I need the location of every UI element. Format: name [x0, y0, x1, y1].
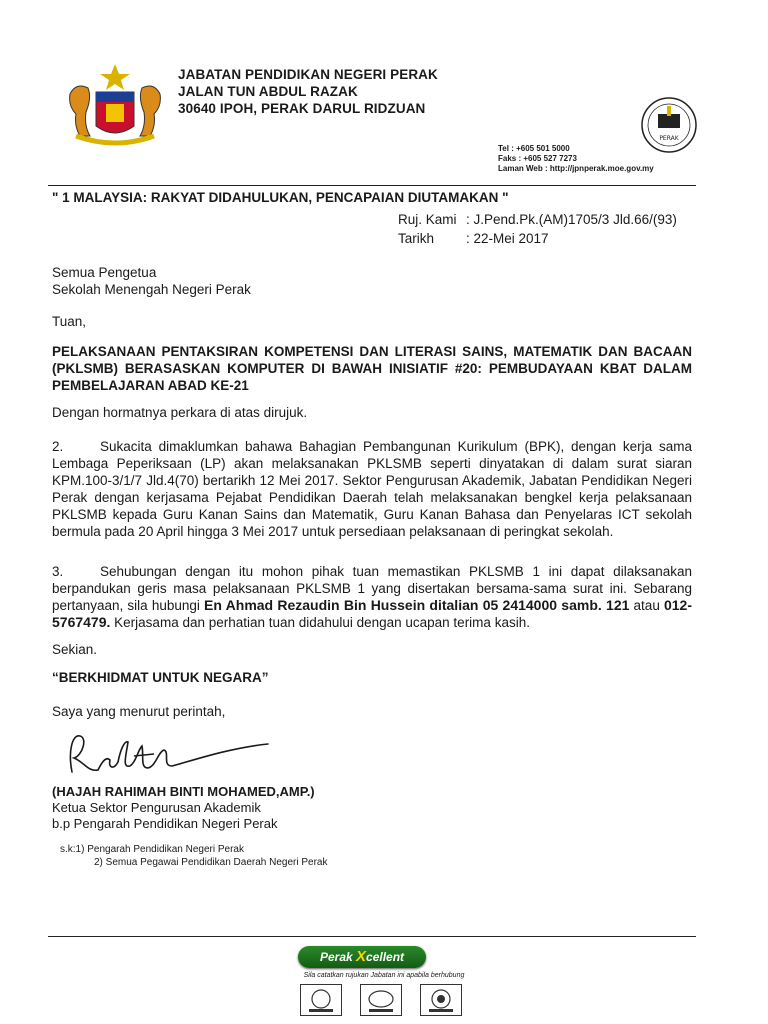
carbon-copy-list	[60, 843, 327, 869]
date-value: : 22-Mei 2017	[466, 231, 549, 246]
valediction: Saya yang menurut perintah,	[52, 704, 226, 719]
paragraph-text: Sehubungan dengan itu mohon pihak tuan memastikan PKLSMB 1 ini dapat dilaksanakan berpandukan geris masa pelaksanaan PKLSMB 1 yang disertakan bersama-sama surat ini. Sebarang pertanyaan, sila hubungi	[52, 564, 692, 613]
subject-heading: PELAKSANAAN PENTAKSIRAN KOMPETENSI DAN LITERASI SAINS, MATEMATIK DAN BACAAN (PKLSMB) BERASASKAN KOMPUTER DI BAWAH INISIATIF #20: PEMBUDAYAAN KBAT DALAM PEMBELAJARAN ABAD KE-21	[52, 344, 692, 393]
paragraph-3	[52, 563, 692, 631]
recipient-line-2: Sekolah Menengah Negeri Perak	[52, 282, 251, 297]
date-label: Tarikh	[398, 231, 435, 246]
slogan: " 1 MALAYSIA: RAKYAT DIDAHULUKAN, PENCAPAIAN DIUTAMAKAN "	[52, 190, 509, 205]
salutation: Tuan,	[52, 314, 87, 329]
footer-divider	[48, 936, 696, 937]
logo-x: X	[356, 948, 367, 965]
certification-badge-icon	[360, 984, 402, 1016]
signatory	[52, 784, 315, 832]
signatory-name: (HAJAH RAHIMAH BINTI MOHAMED,AMP.)	[52, 784, 315, 799]
cc-item: 2) Semua Pegawai Pendidikan Daerah Negeri Perak	[94, 857, 328, 868]
website: Laman Web : http://jpnperak.moe.gov.my	[498, 164, 654, 173]
paragraph-text: Kerjasama dan perhatian tuan didahului dengan ucapan terima kasih.	[114, 615, 530, 630]
certification-logos	[296, 984, 466, 1016]
city-address: 30640 IPOH, PERAK DARUL RIDZUAN	[178, 101, 426, 116]
paragraph-number: 3.	[52, 564, 64, 579]
closing: Sekian.	[52, 642, 98, 657]
paragraph-text: atau	[633, 598, 660, 613]
motto: “BERKHIDMAT UNTUK NEGARA”	[52, 670, 269, 685]
paragraph-2	[52, 438, 692, 540]
reference-row	[398, 210, 677, 229]
contact-phone: 012-5767479.	[52, 597, 692, 630]
paragraph-text: Sukacita dimaklumkan bahawa Bahagian Pembangunan Kurikulum (BPK), dengan kerja sama Lembaga Peperiksaan (LP) akan melaksanakan PKLSMB seperti dinyatakan di dalam surat siaran KPM.100-3/1/7 Jld.4(70) bertarikh 12 Mei 2017. Sektor Pengurusan Akademik, Jabatan Pendidikan Negeri Perak dengan kerjasama Pejabat Pendidikan Daerah telah melaksanakan bengkel kerja pelaksanaan PKLSMB kepada Guru Kanan Sains dan Matematik, Guru Kanan Bahasa dan Penyelaras ICT sekolah bermula pada 20 April hingga 3 Mei 2017 untuk persediaan pelaksanaan di peringkat sekolah.	[52, 439, 692, 539]
street-address: JALAN TUN ABDUL RAZAK	[178, 84, 358, 99]
logo-text: Perak	[319, 950, 356, 964]
date-row	[398, 229, 677, 248]
recipient	[52, 264, 251, 298]
department-name: JABATAN PENDIDIKAN NEGERI PERAK	[178, 67, 438, 82]
telephone: Tel : +605 501 5000	[498, 144, 570, 153]
contact-person: En Ahmad Rezaudin Bin Hussein ditalian 05 2414000 samb. 121	[204, 597, 630, 613]
signatory-title: Ketua Sektor Pengurusan Akademik	[52, 800, 261, 815]
opening-line: Dengan hormatnya perkara di atas dirujuk.	[52, 405, 308, 420]
signatory-title: b.p Pengarah Pendidikan Negeri Perak	[52, 816, 278, 831]
recipient-line-1: Semua Pengetua	[52, 265, 157, 280]
reference-value: : J.Pend.Pk.(AM)1705/3 Jld.66/(93)	[466, 212, 677, 227]
letterhead-address	[178, 66, 438, 117]
header-divider	[48, 185, 696, 186]
reference-block	[398, 210, 677, 248]
perak-excellent-logo	[298, 946, 426, 968]
contact-info	[498, 144, 654, 174]
coat-of-arms-icon	[56, 58, 174, 148]
state-logo-text: PERAK	[659, 135, 679, 142]
certification-badge-icon	[420, 984, 462, 1016]
logo-text: cellent	[366, 950, 405, 964]
reference-label: Ruj. Kami	[398, 212, 457, 227]
paragraph-number: 2.	[52, 439, 64, 454]
handwritten-signature	[58, 722, 278, 786]
cc-item: s.k:1) Pengarah Pendidikan Negeri Perak	[60, 844, 244, 855]
certification-badge-icon	[300, 984, 342, 1016]
footer-note: Sila catatkan rujukan Jabatan ini apabila berhubung	[303, 972, 465, 979]
fax: Faks : +605 527 7273	[498, 154, 577, 163]
